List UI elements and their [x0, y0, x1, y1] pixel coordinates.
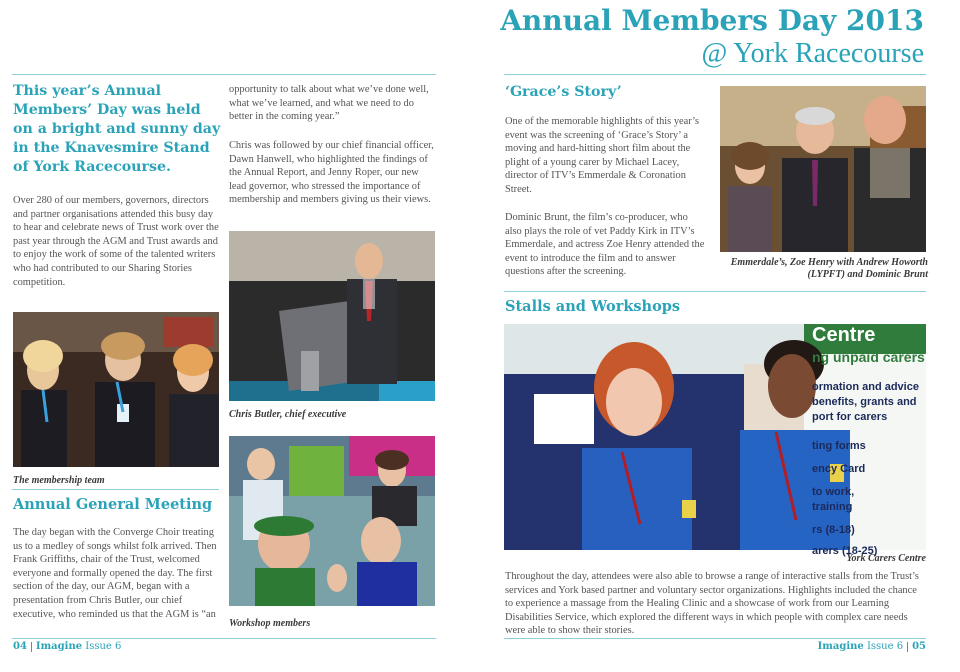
col2-paragraph: Chris was followed by our chief financial officer, Dawn Hanwell, who highlighted the findings of the Annual Report, and Jenny Roper, our new lead governor, who stressed the importance of membership and members giving us their views. — [229, 140, 434, 206]
stalls-body: Throughout the day, attendees were also able to browse a range of interactive stalls from the Trust’s services and York based partner and voluntary sector organizations. Highlights included the chance to experience a massage from the Healing Clinic and a showcase of work from our Learning Disabilities Service, which explored the different ways in which people with complex care needs were able to show their stories. — [505, 571, 919, 637]
banner-line: to work, — [812, 486, 855, 498]
top-rule-left — [12, 74, 436, 75]
caption-workshop-members: Workshop members — [229, 618, 311, 629]
banner-line: ting forms — [812, 440, 866, 452]
agm-heading: Annual General Meeting — [13, 496, 213, 513]
emmerdale-guests-photo — [720, 86, 926, 252]
workshop-members-photo — [229, 436, 435, 606]
graces-story-p2: Dominic Brunt, the film’s co-producer, who also plays the role of vet Paddy Kirk in ITV’s Emmerdale, and actress Zoe Henry attended the event to introduce the film and to answer questions after the screening. — [505, 212, 705, 278]
footer-left — [13, 641, 121, 652]
caption-chris-butler: Chris Butler, chief executive — [229, 409, 347, 420]
page-number-left: 04 — [13, 641, 27, 652]
graces-story-heading: ‘Grace’s Story’ — [505, 84, 622, 100]
banner-line: rs (8-18) — [812, 524, 855, 536]
footer-rule-right — [504, 638, 926, 639]
footer-issue-right: Issue 6 — [866, 641, 904, 652]
footer-separator — [907, 642, 908, 652]
york-carers-centre-photo — [504, 324, 926, 557]
banner-line: Centre — [812, 324, 876, 346]
chris-butler-photo — [229, 231, 435, 401]
page-title: Annual Members Day 2013 — [500, 4, 924, 37]
banner-line: benefits, grants and — [812, 396, 917, 408]
graces-story-p1: One of the memorable highlights of this year’s event was the screening of ‘Grace’s Story’ a moving and hard-hitting short film about the plight of a young carer by Michael Lacey, director of ITV’s Emmerdale & Coronation Street. — [505, 116, 700, 195]
footer-rule-left — [12, 638, 436, 639]
agm-body: The day began with the Converge Choir treating us to a medley of songs whilst folk arrived. Then Frank Griffiths, chair of the Trust, welcomed everyone and formally opened the day. The first section of the day, our AGM, began with a presentation from Chris Butler, our chief executive, who reminded us that the AGM is “an — [13, 527, 217, 620]
page-subtitle: @ York Racecourse — [701, 38, 924, 69]
agm-rule — [12, 489, 219, 490]
banner-line: training — [812, 501, 853, 513]
stalls-rule — [504, 291, 926, 292]
page-number-right: 05 — [912, 641, 926, 652]
footer-brand-right: Imagine — [817, 641, 864, 652]
caption-membership-team: The membership team — [13, 475, 105, 486]
top-rule-right — [504, 74, 926, 75]
footer-brand-left: Imagine — [35, 641, 83, 652]
banner-line: ormation and advice — [812, 381, 919, 393]
banner-line: ng unpaid carers — [812, 349, 925, 365]
intro-body: Over 280 of our members, governors, directors and partner organisations attended this busy day to hear and celebrate news of Trust work over the past year through the AGM and Trust awards and to enjoy the work of some of the talented writers who had contributed to our Sharing Stories competition. — [13, 195, 219, 288]
banner-line: port for carers — [812, 411, 888, 423]
caption-emmerdale-guests: Emmerdale’s, Zoe Henry with Andrew Howorth (LYPFT) and Dominic Brunt — [730, 257, 928, 280]
banner-line: ency Card — [812, 463, 866, 475]
caption-york-carers-centre: York Carers Centre — [846, 553, 926, 564]
membership-team-photo — [13, 312, 219, 467]
intro-heading: This year’s Annual Members’ Day was held on a bright and sunny day in the Knavesmire Stand of York Racecourse. — [13, 83, 221, 175]
footer-right — [818, 641, 926, 652]
stalls-heading: Stalls and Workshops — [505, 298, 681, 315]
col2-continued: opportunity to talk about what we’ve done well, what we’ve learned, and what we need to do better in the coming year.” — [229, 84, 429, 123]
carers-centre-banner — [812, 324, 926, 559]
footer-issue-left: Issue 6 — [85, 641, 122, 652]
footer-separator — [31, 642, 32, 652]
banner-line: arers (18-25) — [812, 545, 878, 557]
